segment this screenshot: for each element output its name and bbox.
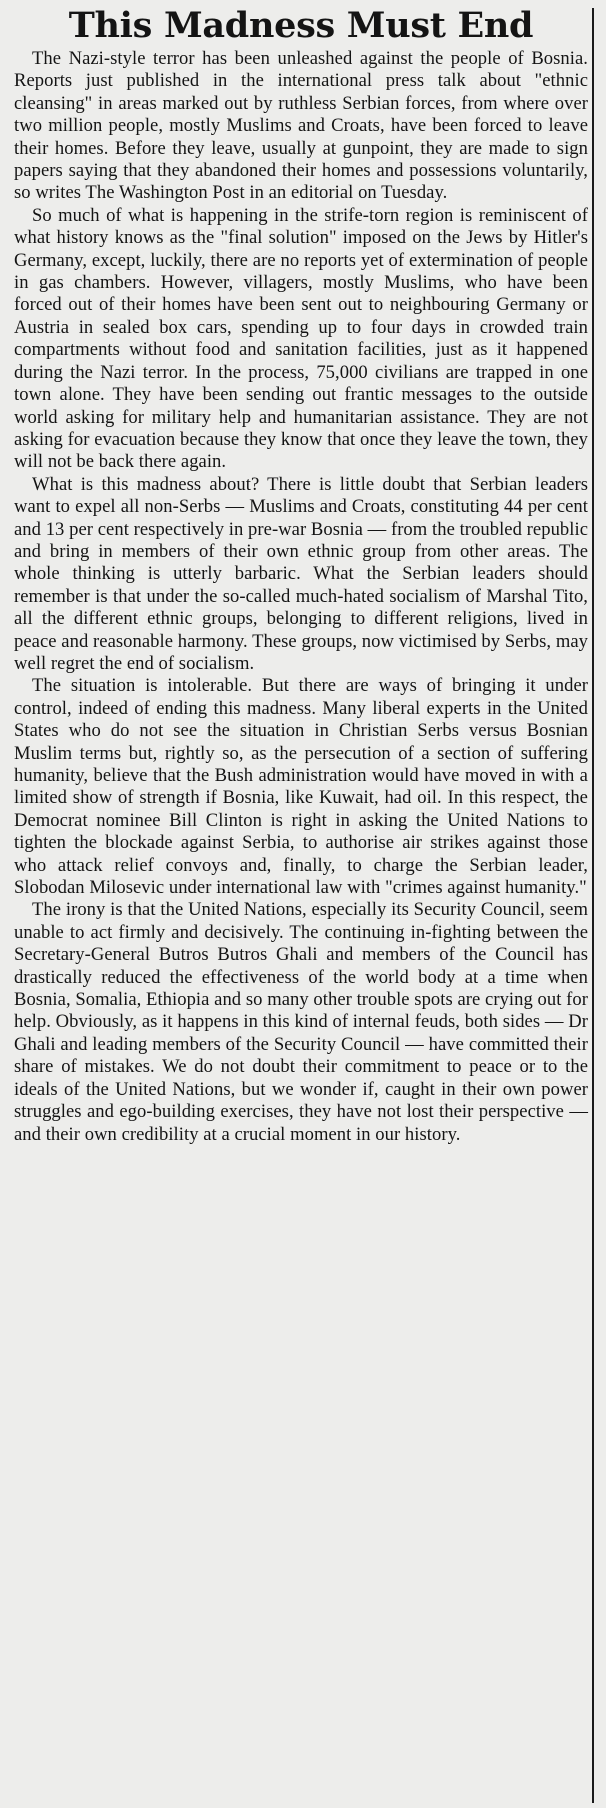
paragraph-5: The irony is that the United Nations, especially its Security Council, seem unable to act firmly and decisively. The continuing in-fighting between the Secretary-General Butros Butros Ghali and members of the Council has drastically reduced the effectiveness of the world body at a time when Bosnia, Somalia, Ethiopia and so many other trouble spots are crying out for help. Obviously, as it happens in this kind of internal feuds, both sides — Dr Ghali and leading members of the Security Council — have committed their share of mistakes. We do not doubt their commitment to peace or to the ideals of the United Nations, but we wonder if, caught in their own power struggles and ego-building exercises, they have not lost their perspective — and their own credibility at a crucial moment in our history. [14, 899, 588, 1145]
paragraph-3: What is this madness about? There is little doubt that Serbian leaders want to expel all non-Serbs — Muslims and Croats, constituting 44 per cent and 13 per cent respectively in pre-war Bosnia — from the troubled republic and bring in members of their own ethnic group from other areas. The whole thinking is utterly barbaric. What the Serbian leaders should remember is that under the so-called much-hated socialism of Marshal Tito, all the different ethnic groups, belonging to different religions, lived in peace and reasonable harmony. These groups, now victimised by Serbs, may well regret the end of socialism. [14, 473, 588, 674]
editorial-article [14, 6, 588, 1146]
paragraph-4: The situation is intolerable. But there are ways of bringing it under control, indeed of ending this madness. Many liberal experts in the United States who do not see the situation in Christian Serbs versus Bosnian Muslim terms but, rightly so, as the persecution of a section of suffering humanity, believe that the Bush administration would have moved in with a limited show of strength if Bosnia, like Kuwait, had oil. In this respect, the Democrat nominee Bill Clinton is right in asking the United Nations to tighten the blockade against Serbia, to authorise air strikes against those who attack relief convoys and, finally, to charge the Serbian leader, Slobodan Milosevic under international law with "crimes against humanity." [14, 675, 588, 899]
column-rule [592, 8, 594, 1803]
paragraph-2: So much of what is happening in the strife-torn region is reminiscent of what history knows as the "final solution" imposed on the Jews by Hitler's Germany, except, luckily, there are no reports yet of extermination of people in gas chambers. However, villagers, mostly Muslims, who have been forced out of their homes have been sent out to neighbouring Germany or Austria in sealed box cars, spending up to four days in crowded train compartments without food and sanitation facilities, just as it happened during the Nazi terror. In the process, 75,000 civilians are trapped in one town alone. They have been sending out frantic messages to the outside world asking for military help and humanitarian assistance. They are not asking for evacuation because they know that once they leave the town, they will not be back there again. [14, 204, 588, 473]
paragraph-1: The Nazi-style terror has been unleashed against the people of Bosnia. Reports just published in the international press talk about "ethnic cleansing" in areas marked out by ruthless Serbian forces, from where over two million people, mostly Muslims and Croats, have been forced to leave their homes. Before they leave, usually at gunpoint, they are made to sign papers saying that they abandoned their homes and possessions voluntarily, so writes The Washington Post in an editorial on Tuesday. [14, 48, 588, 204]
headline: This Madness Must End [68, 5, 534, 46]
